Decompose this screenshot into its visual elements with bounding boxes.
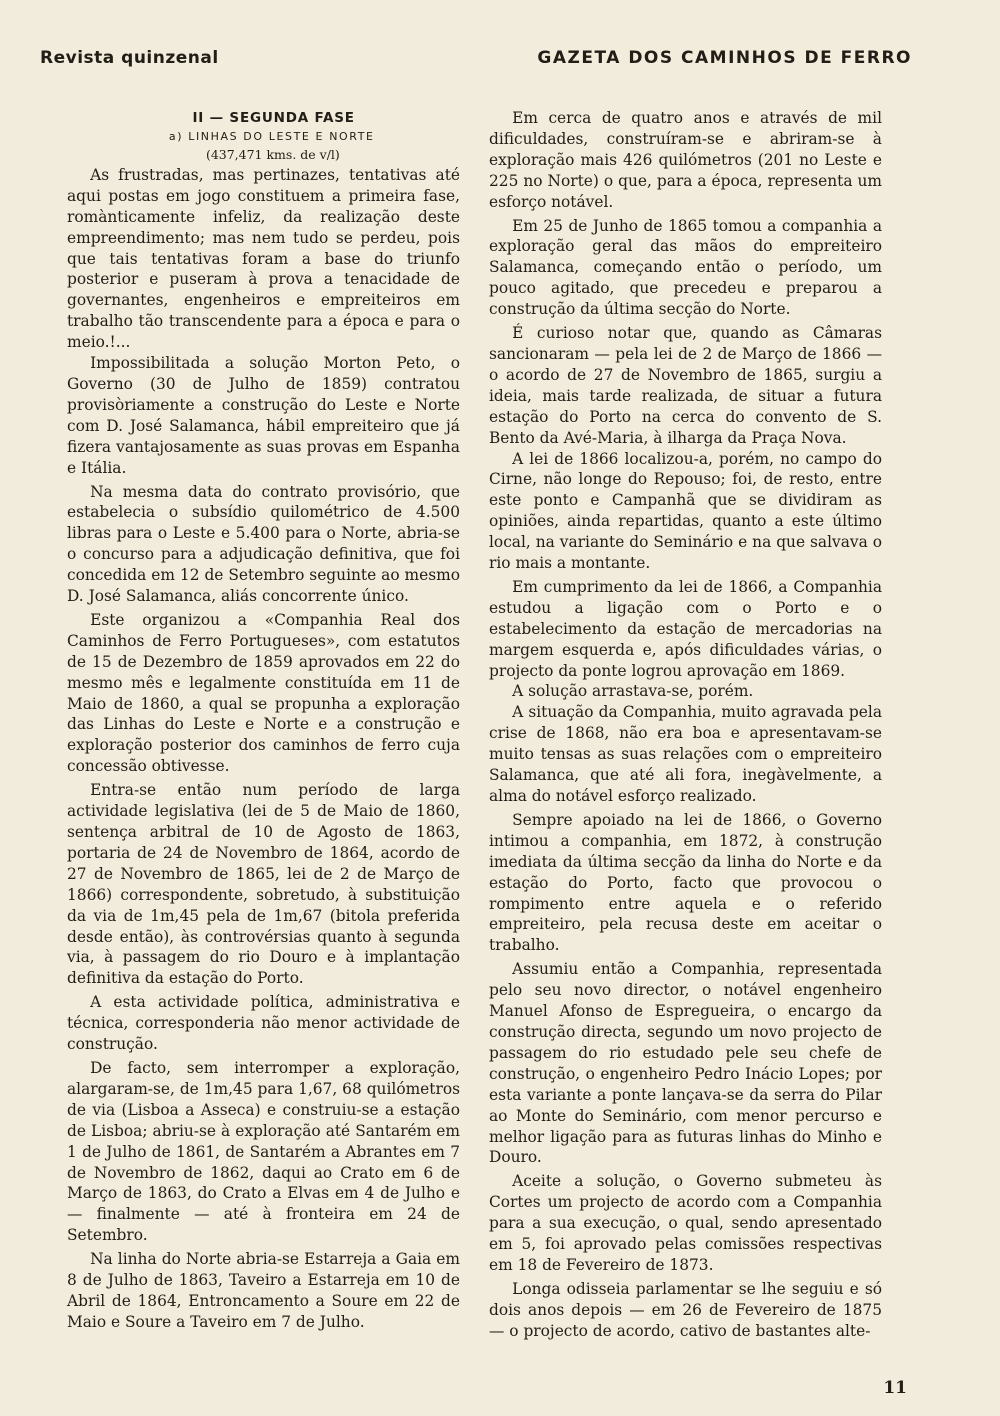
paragraph: Longa odisseia parlamentar se lhe seguiu e só dois anos depois — em 26 de Fevereiro de 1875 — o projecto de acordo, cativo de bastantes alte-: [489, 1279, 882, 1340]
paragraph: Em cerca de quatro anos e através de mil dificuldades, construíram-se e abriram-se à exploração mais 426 quilómetros (201 no Leste e 225 no Norte) o que, para a época, representa um esforço notável.: [489, 109, 882, 211]
paragraph: A situação da Companhia, muito agravada pela crise de 1868, não era boa e apresentavam-se muito tensas as suas relações com o empreiteiro Salamanca, que até ali fora, inegàvelmente, a alma do notável esforço realizado.: [489, 703, 882, 805]
paragraph: É curioso notar que, quando as Câmaras sancionaram — pela lei de 2 de Março de 1866 — o acordo de 27 de Novembro de 1865, surgiu a ideia, mais tarde realizada, de situar a futura estação do Porto na cerca do convento de S. Bento da Avé-Maria, à ilharga da Praça Nova.: [489, 324, 882, 447]
paragraph: Assumiu então a Companhia, representada pelo seu novo director, o notável engenheiro Manuel Afonso de Espregueira, o encargo da construção directa, segundo um novo projecto de passagem do rio estudado pele seu chefe de construção, o engenheiro Pedro Inácio Lopes; por esta variante a ponte lançava-se da serra do Pilar ao Monte do Seminário, com menor percurso e melhor ligação para as futuras linhas do Minho e Douro.: [489, 960, 882, 1167]
section-subtitle: a) LINHAS DO LESTE E NORTE: [168, 129, 375, 143]
paragraph: Este organizou a «Companhia Real dos Caminhos de Ferro Portugueses», com estatutos de 15 de Dezembro de 1859 aprovados em 22 do mesmo mês e legalmente constituída em 11 de Maio de 1860, a qual se propunha a exploração das Linhas do Leste e Norte e a construção e exploração posterior dos caminhos de ferro cuja concessão obtivesse.: [67, 610, 460, 776]
paragraph: A esta actividade política, administrativa e técnica, corresponderia não menor actividade de construção.: [67, 993, 460, 1054]
publication-title: GAZETA DOS CAMINHOS DE FERRO: [537, 48, 912, 68]
paragraph: A lei de 1866 localizou-a, porém, no campo do Cirne, não longe do Repouso; foi, de resto, entre este ponto e Campanhã que se dividiram as opiniões, ainda repartidas, quanto a este último local, na variante do Seminário e na que salvava o rio mais a montante.: [489, 449, 882, 573]
paragraph: Na mesma data do contrato provisório, que estabelecia o subsídio quilométrico de 4.500 libras para o Leste e 5.400 para o Norte, abria-se o concurso para a adjudicação definitiva, que foi concedida em 12 de Setembro seguinte ao mesmo D. José Salamanca, aliás concorrente único.: [67, 482, 460, 606]
paragraph: Na linha do Norte abria-se Estarreja a Gaia em 8 de Julho de 1863, Taveiro a Estarreja em 10 de Abril de 1864, Entroncamento a Soure em 22 de Maio e Soure a Taveiro em 7 de Julho.: [67, 1250, 460, 1331]
paragraph: Em cumprimento da lei de 1866, a Companhia estudou a ligação com o Porto e o estabelecimento da estação de mercadorias na margem esquerda e, após dificuldades várias, o projecto da ponte logrou aprovação em 1869.: [489, 577, 882, 680]
paragraph: De facto, sem interromper a exploração, alargaram-se, de 1m,45 para 1,67, 68 quilómetros de via (Lisboa a Asseca) e construiu-se a estação de Lisboa; abriu-se à exploração até Santarém em 1 de Julho de 1861, de Santarém a Abrantes em 7 de Novembro de 1862, daqui ao Crato em 6 de Março de 1863, do Crato a Elvas em 4 de Julho e — finalmente — até à fronteira em 24 de Setembro.: [67, 1058, 460, 1245]
page-number: 11: [883, 1378, 907, 1398]
paragraph: As frustradas, mas pertinazes, tentativas até aqui postas em jogo constituem a primeira fase, romànticamente infeliz, da realização deste empreendimento; mas nem tudo se perdeu, pois que tais tentativas foram a base do triunfo posterior e puseram à prova a tenacidade de governantes, engenheiros e empreiteiros em trabalho tão transcendente para a época e para o meio.!...: [67, 165, 460, 352]
paragraph: Entra-se então num período de larga actividade legislativa (lei de 5 de Maio de 1860, sentença arbitral de 10 de Agosto de 1863, portaria de 24 de Novembro de 1864, acordo de 27 de Novembro de 1865, lei de 2 de Março de 1866) correspondente, sobretudo, à substituição da via de 1m,45 pela de 1m,67 (bitola preferida desde então), às controvérsias quanto à segunda via, à passagem do rio Douro e à implantação definitiva da estação do Porto.: [67, 781, 460, 988]
left-column: [67, 108, 460, 1333]
right-column: [489, 108, 882, 1342]
paragraph: A solução arrastava-se, porém.: [512, 682, 754, 701]
paragraph: Impossibilitada a solução Morton Peto, o Governo (30 de Julho de 1859) contratou provisòriamente a construção do Leste e Norte com D. José Salamanca, hábil empreiteiro que já fizera vantajosamente as suas provas em Espanha e Itália.: [67, 354, 460, 477]
publication-frequency: Revista quinzenal: [40, 48, 219, 68]
section-title: II — SEGUNDA FASE: [192, 110, 355, 126]
paragraph: Em 25 de Junho de 1865 tomou a companhia a exploração geral das mãos do empreiteiro Salamanca, começando então o período, um pouco agitado, que precedeu e preparou a construção da última secção do Norte.: [489, 216, 882, 319]
section-note: (437,471 kms. de v/l): [205, 146, 340, 162]
paragraph: Sempre apoiado na lei de 1866, o Governo intimou a companhia, em 1872, à construção imediata da última secção da linha do Norte e da estação do Porto, facto que provocou o rompimento entre aquela e o referido empreiteiro, pela recusa deste em aceitar o trabalho.: [489, 810, 882, 955]
paragraph: Aceite a solução, o Governo submeteu às Cortes um projecto de acordo com a Companhia para a sua execução, o qual, sendo apresentado em 5, foi aprovado pelas comissões respectivas em 18 de Fevereiro de 1873.: [489, 1172, 882, 1274]
